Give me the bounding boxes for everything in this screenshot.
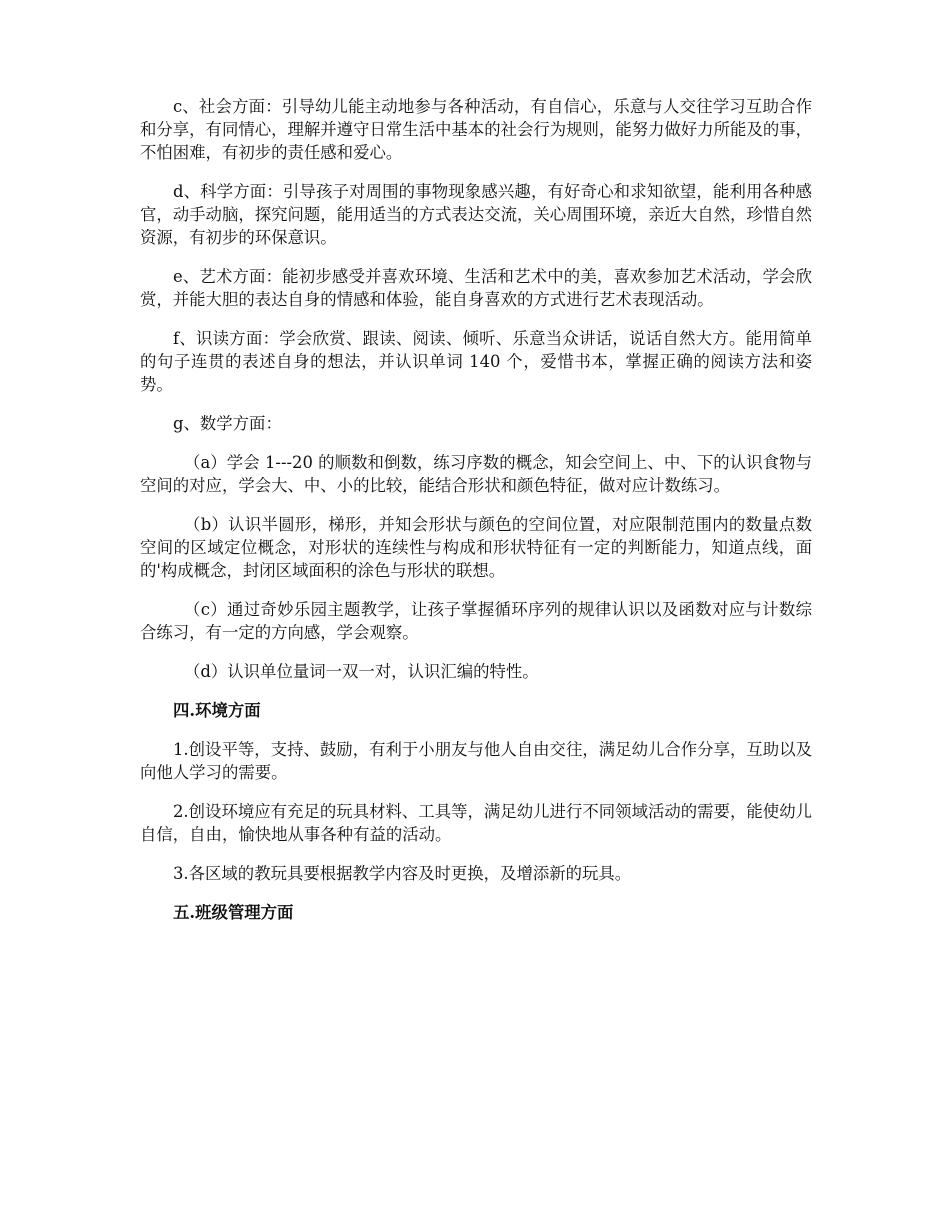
section-heading-environment: 四.环境方面 [173, 701, 261, 720]
paragraph-env-1: 1.创设平等，支持、鼓励，有利于小朋友与他人自由交往，满足幼儿合作分享，互助以及向他人学习的需要。 [140, 740, 812, 782]
paragraph-env-3: 3.各区域的教玩具要根据教学内容及时更换，及增添新的玩具。 [173, 864, 632, 883]
paragraph-art: e、艺术方面：能初步感受并喜欢环境、生活和艺术中的美，喜欢参加艺术活动，学会欣赏，并能大胆的表达自身的情感和体验，能自身喜欢的方式进行艺术表现活动。 [140, 267, 812, 309]
paragraph-science: d、科学方面：引导孩子对周围的事物现象感兴趣，有好奇心和求知欲望，能利用各种感官，动手动脑，探究问题，能用适当的方式表达交流，关心周围环境，亲近大自然，珍惜自然资源，有初步的环保意识。 [140, 182, 813, 247]
paragraph-math-c: （c）通过奇妙乐园主题教学，让孩子掌握循环序列的规律认识以及函数对应与计数综合练习，有一定的方向感，学会观察。 [140, 600, 812, 642]
paragraph-literacy: f、识读方面：学会欣赏、跟读、阅读、倾听、乐意当众讲话，说话自然大方。能用简单的句子连贯的表述自身的想法，并认识单词 140 个，爱惜书本，掌握正确的阅读方法和姿势。 [140, 329, 812, 394]
paragraph-math-b: （b）认识半圆形，梯形，并知会形状与颜色的空间位置，对应限制范围内的数量点数空间的区域定位概念，对形状的连续性与构成和形状特征有一定的判断能力，知道点线，面的'构成概念，封闭区域面积的涂色与形状的联想。 [140, 515, 812, 580]
section-heading-class-management: 五.班级管理方面 [173, 903, 294, 922]
paragraph-math-title: g、数学方面： [173, 414, 282, 433]
paragraph-math-a: （a）学会 1---20 的顺数和倒数，练习序数的概念，知会空间上、中、下的认识食物与空间的对应，学会大、中、小的比较，能结合形状和颜色特征，做对应计数练习。 [140, 453, 812, 495]
document-body [140, 95, 812, 940]
paragraph-env-2: 2.创设环境应有充足的玩具材料、工具等，满足幼儿进行不同领域活动的需要，能使幼儿自信，自由，愉快地从事各种有益的活动。 [140, 802, 812, 844]
paragraph-social: c、社会方面：引导幼儿能主动地参与各种活动，有自信心，乐意与人交往学习互助合作和分享，有同情心，理解并遵守日常生活中基本的社会行为规则，能努力做好力所能及的事，不怕困难，有初步的责任感和爱心。 [140, 97, 813, 162]
paragraph-math-d: （d）认识单位量词一双一对，认识汇编的特性。 [184, 662, 539, 681]
